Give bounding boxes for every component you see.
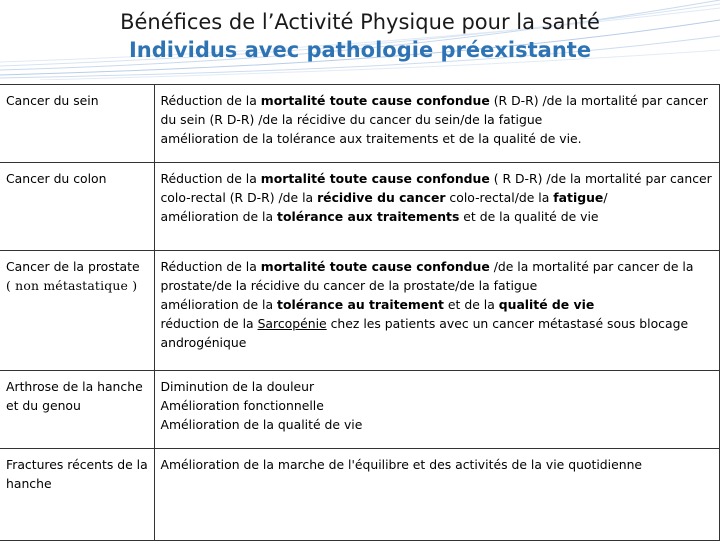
- condition-label: Fractures récents de la hanche: [6, 457, 148, 491]
- benefit-text: Amélioration de la marche de l'équilibre et des activités de la vie quotidienne: [160, 457, 643, 472]
- benefit-line: [161, 415, 715, 434]
- benefit-line: [161, 129, 715, 148]
- condition-label: Cancer du colon: [6, 171, 107, 186]
- title-line-2: Individus avec pathologie préexistante: [128, 38, 592, 62]
- benefits-table: [0, 84, 720, 541]
- benefit-text: Diminution de la douleur: [160, 379, 315, 394]
- benefit-line: [161, 169, 715, 188]
- condition-label: Arthrose de la hanche et du genou: [6, 379, 143, 413]
- benefit-line: [161, 396, 715, 415]
- benefit-text: amélioration de la tolérance aux traitements et de la qualité de vie.: [160, 131, 582, 146]
- benefit-text: /de la mortalité par cancer de la: [489, 259, 694, 274]
- slide-title: [0, 8, 720, 64]
- condition-cell: [0, 251, 154, 371]
- benefit-cell: [154, 449, 720, 541]
- benefit-emphasis: mortalité toute cause confondue: [260, 171, 490, 186]
- benefit-cell: [154, 371, 720, 449]
- benefit-emphasis: fatigue: [553, 190, 604, 205]
- benefit-text: androgénique: [160, 335, 247, 350]
- benefit-line: [161, 314, 715, 333]
- benefit-cell: [154, 85, 720, 163]
- benefit-emphasis: mortalité toute cause confondue: [260, 93, 490, 108]
- condition-cell: [0, 449, 154, 541]
- condition-cell: [0, 163, 154, 251]
- benefit-emphasis: récidive du cancer: [317, 190, 446, 205]
- benefit-line: [161, 295, 715, 314]
- benefit-line: [161, 333, 715, 352]
- benefit-cell: [154, 251, 720, 371]
- benefit-text: Amélioration fonctionnelle: [160, 398, 324, 413]
- benefit-text: du sein (R D-R) /de la récidive du cancer du sein/de la fatigue: [160, 112, 543, 127]
- benefit-line: [161, 276, 715, 295]
- benefit-emphasis: tolérance aux traitements: [277, 209, 460, 224]
- benefit-line: [161, 455, 715, 474]
- benefit-underlined: Sarcopénie: [257, 316, 327, 331]
- benefit-line: [161, 377, 715, 396]
- benefit-line: [161, 207, 715, 226]
- benefit-line: [161, 188, 715, 207]
- condition-label: Cancer du sein: [6, 93, 99, 108]
- benefit-text: amélioration de la: [160, 297, 278, 312]
- benefit-line: [161, 257, 715, 276]
- benefit-text: et de la qualité de vie: [459, 209, 599, 224]
- table-row: [0, 85, 720, 163]
- condition-label: Cancer de la prostate: [6, 259, 140, 274]
- table-row: [0, 371, 720, 449]
- table-row: [0, 163, 720, 251]
- benefit-emphasis: mortalité toute cause confondue: [260, 259, 490, 274]
- benefit-text: Réduction de la: [160, 171, 261, 186]
- benefit-text: et de la: [443, 297, 499, 312]
- benefit-text: colo-rectal/de la: [445, 190, 554, 205]
- title-line-1: Bénéfices de l’Activité Physique pour la santé: [120, 10, 600, 34]
- benefit-text: Réduction de la: [160, 259, 261, 274]
- table-row: [0, 251, 720, 371]
- condition-cell: [0, 85, 154, 163]
- benefit-text: réduction de la: [160, 316, 258, 331]
- benefit-cell: [154, 163, 720, 251]
- benefit-text: ( R D-R) /de la mortalité par cancer: [489, 171, 712, 186]
- benefit-text: chez les patients avec un cancer métastasé sous blocage: [326, 316, 689, 331]
- benefit-emphasis: qualité de vie: [498, 297, 595, 312]
- condition-cell: [0, 371, 154, 449]
- benefit-text: colo-rectal (R D-R) /de la: [160, 190, 318, 205]
- benefit-text: /: [603, 190, 608, 205]
- benefit-line: [161, 110, 715, 129]
- benefit-text: amélioration de la: [160, 209, 278, 224]
- benefit-text: Amélioration de la qualité de vie: [160, 417, 363, 432]
- table-row: [0, 449, 720, 541]
- benefit-text: (R D-R) /de la mortalité par cancer: [489, 93, 708, 108]
- benefit-line: [161, 91, 715, 110]
- benefit-text: prostate/de la récidive du cancer de la prostate/de la fatigue: [160, 278, 538, 293]
- benefit-emphasis: tolérance au traitement: [277, 297, 444, 312]
- benefit-text: Réduction de la: [160, 93, 261, 108]
- condition-note: ( non métastatique ): [6, 278, 138, 293]
